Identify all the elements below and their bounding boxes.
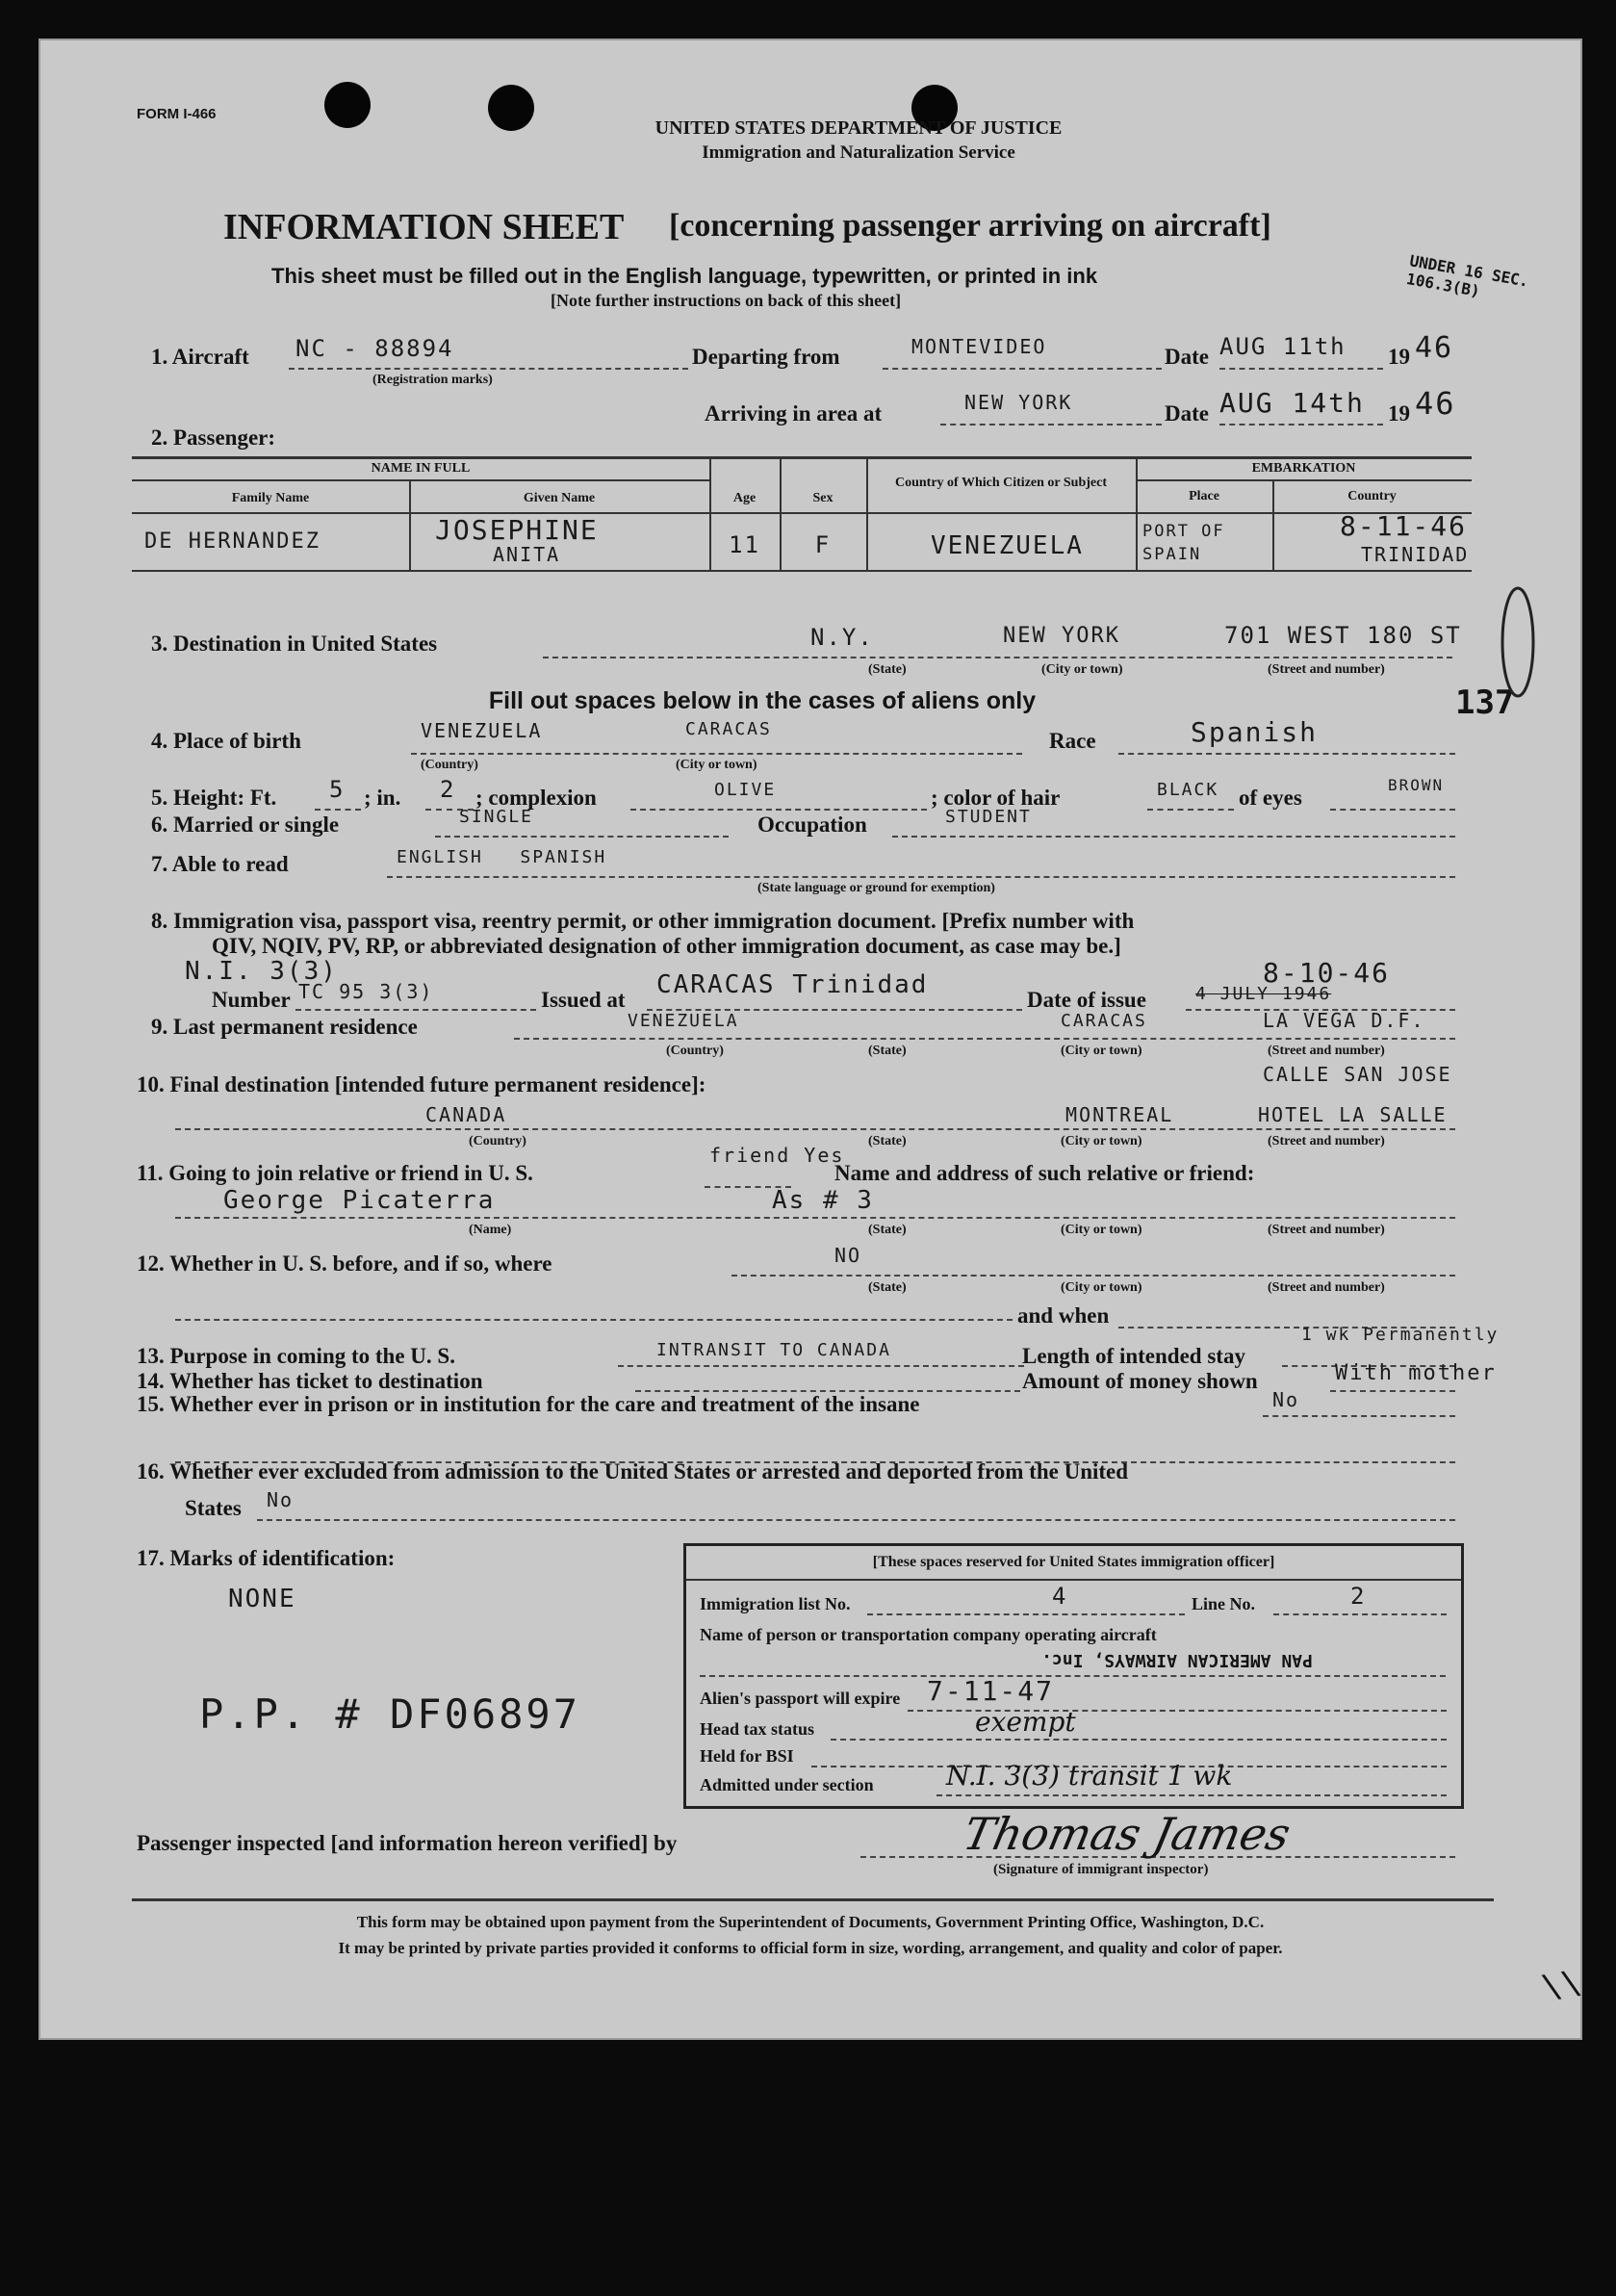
prison-value: No	[1272, 1388, 1300, 1411]
purpose-label: 13. Purpose in coming to the U. S.	[137, 1344, 455, 1368]
marital-label: 6. Married or single	[151, 813, 340, 837]
money-label: Amount of money shown	[1022, 1369, 1258, 1393]
imm-list-label: Immigration list No.	[700, 1594, 851, 1613]
final-street-value: HOTEL LA SALLE	[1258, 1103, 1448, 1126]
registration-caption: (Registration marks)	[372, 373, 493, 387]
last-residence-label: 9. Last permanent residence	[151, 1015, 418, 1039]
city-caption: (City or town)	[1061, 1134, 1142, 1148]
marks-value: NONE	[228, 1585, 296, 1613]
city-caption: (City or town)	[1061, 1223, 1142, 1237]
street-caption: (Street and number)	[1268, 662, 1385, 677]
sex-value: F	[814, 531, 832, 558]
aliens-only-heading: Fill out spaces below in the cases of aliens only	[488, 687, 1037, 714]
height-in-label: ; in.	[364, 786, 401, 810]
arrive-year-label: 19	[1388, 401, 1410, 426]
marks-label: 17. Marks of identification:	[137, 1546, 396, 1570]
last-city-value: CARACAS	[1061, 1011, 1147, 1031]
number-label: Number	[212, 988, 291, 1012]
passenger-label: 2. Passenger:	[151, 426, 276, 450]
given-name-value-1: JOSEPHINE	[435, 514, 599, 546]
race-label: Race	[1049, 729, 1096, 753]
issue-date-value: 8-10-46	[1263, 957, 1391, 989]
occupation-value: STUDENT	[945, 807, 1032, 827]
embark-place-value: PORT OF SPAIN	[1142, 522, 1225, 564]
country-citizen-header: Country of Which Citizen or Subject	[895, 476, 1107, 490]
aircraft-value: NC - 88894	[295, 335, 454, 362]
form-number: FORM I-466	[137, 106, 217, 122]
inspected-label: Passenger inspected [and information hereon verified] by	[137, 1831, 678, 1855]
excluded-value: No	[267, 1488, 295, 1511]
held-bsi-label: Held for BSI	[700, 1746, 794, 1766]
join-value: friend Yes	[709, 1144, 845, 1167]
marital-value: SINGLE	[459, 807, 534, 827]
margin-mark: \\	[1538, 1962, 1585, 2008]
read-caption: (State language or ground for exemption)	[757, 881, 995, 895]
final-country-value: CANADA	[425, 1103, 507, 1126]
destination-label: 3. Destination in United States	[151, 632, 438, 656]
occupation-label: Occupation	[757, 813, 867, 837]
stay-label: Length of intended stay	[1022, 1344, 1245, 1368]
note: [Note further instructions on back of this sheet]	[551, 291, 902, 310]
street-caption: (Street and number)	[1268, 1280, 1385, 1295]
issued-at-label: Issued at	[541, 988, 626, 1012]
arrive-year-value: 46	[1415, 385, 1456, 422]
hair-label: ; color of hair	[931, 786, 1061, 810]
country-caption: (Country)	[421, 758, 478, 772]
city-caption: (City or town)	[1061, 1280, 1142, 1295]
street-caption: (Street and number)	[1268, 1134, 1385, 1148]
dest-street-value: 701 WEST 180 ST	[1224, 622, 1462, 649]
country-caption: (Country)	[469, 1134, 526, 1148]
aircraft-label: 1. Aircraft	[151, 345, 249, 369]
city-caption: (City or town)	[1061, 1044, 1142, 1058]
birth-country-value: VENEZUELA	[421, 719, 543, 742]
family-name-value: DE HERNANDEZ	[144, 529, 321, 554]
friend-address-value: As # 3	[772, 1186, 874, 1215]
name-caption: (Name)	[469, 1223, 512, 1237]
before-label: 12. Whether in U. S. before, and if so, where	[137, 1251, 552, 1276]
excluded-label-2: States	[185, 1496, 242, 1520]
final-street-above-value: CALLE SAN JOSE	[1263, 1063, 1452, 1086]
country-header: Country	[1347, 489, 1397, 503]
operator-value: PAN AMERICAN AIRWAYS, Inc.	[1041, 1650, 1313, 1670]
officer-box	[683, 1543, 1464, 1809]
family-name-header: Family Name	[231, 491, 310, 505]
eyes-value: BROWN	[1388, 776, 1445, 794]
country-caption: (Country)	[666, 1044, 724, 1058]
circle-mark	[1484, 580, 1552, 705]
height-ft-value: 5	[329, 776, 346, 803]
friend-name-value: George Picaterra	[223, 1186, 496, 1215]
state-caption: (State)	[868, 1044, 907, 1058]
given-name-value-2: ANITA	[493, 543, 561, 566]
last-country-value: VENEZUELA	[628, 1011, 739, 1031]
punch-hole	[324, 82, 371, 128]
read-value: ENGLISH SPANISH	[397, 847, 607, 867]
complexion-label: ; complexion	[475, 786, 597, 810]
issued-at-value: CARACAS Trinidad	[656, 970, 929, 999]
signature-caption: (Signature of immigrant inspector)	[993, 1862, 1209, 1877]
friend-address-label: Name and address of such relative or friend:	[834, 1161, 1255, 1185]
depart-date-value: AUG 11th	[1219, 333, 1347, 360]
arriving-value: NEW YORK	[964, 391, 1073, 414]
join-label: 11. Going to join relative or friend in U. S.	[137, 1161, 533, 1185]
footer-line-1: This form may be obtained upon payment from the Superintendent of Documents, Government Printing Office, Washington, D.C.	[356, 1913, 1265, 1931]
passport-expire-value: 7-11-47	[927, 1675, 1055, 1707]
section-stamp: UNDER 16 SEC. 106.3(B)	[1404, 251, 1530, 301]
height-label: 5. Height: Ft.	[151, 786, 277, 810]
final-destination-label: 10. Final destination [intended future permanent residence]:	[137, 1072, 706, 1096]
state-caption: (State)	[868, 1134, 907, 1148]
visa-label-2: QIV, NQIV, PV, RP, or abbreviated designation of other immigration document, as case may be.]	[212, 934, 1121, 958]
city-caption: (City or town)	[676, 758, 757, 772]
visa-number-value: TC 95 3(3)	[298, 980, 434, 1003]
ticket-label: 14. Whether has ticket to destination	[137, 1369, 483, 1393]
birth-city-value: CARACAS	[685, 719, 772, 739]
head-tax-label: Head tax status	[700, 1719, 815, 1739]
money-value: With mother	[1335, 1361, 1497, 1385]
prison-label: 15. Whether ever in prison or in institution for the care and treatment of the insane	[137, 1392, 920, 1416]
admitted-value: N.I. 3(3) transit 1 wk	[946, 1760, 1233, 1792]
place-header: Place	[1189, 489, 1219, 503]
purpose-value: INTRANSIT TO CANADA	[656, 1340, 891, 1360]
issue-date-old-value: 4 JULY 1946	[1195, 984, 1332, 1004]
head-tax-value: exempt	[975, 1706, 1076, 1738]
line-no-label: Line No.	[1192, 1594, 1256, 1613]
final-city-value: MONTREAL	[1065, 1103, 1174, 1126]
visa-prefix-value: N.I. 3(3)	[185, 957, 338, 986]
given-name-header: Given Name	[523, 491, 596, 505]
race-value: Spanish	[1191, 716, 1319, 748]
issue-date-label: Date of issue	[1027, 988, 1146, 1012]
embarkation-header: EMBARKATION	[1251, 461, 1356, 476]
arrive-date-label: Date	[1165, 401, 1209, 426]
instruction: This sheet must be filled out in the English language, typewritten, or printed in ink	[271, 264, 1098, 288]
eyes-label: of eyes	[1239, 786, 1302, 810]
dest-state-value: N.Y.	[810, 624, 874, 651]
birthplace-label: 4. Place of birth	[151, 729, 301, 753]
arrive-date-value: AUG 14th	[1219, 387, 1365, 419]
street-caption: (Street and number)	[1268, 1044, 1385, 1058]
last-street-value: LA VEGA D.F.	[1263, 1009, 1425, 1032]
depart-date-label: Date	[1165, 345, 1209, 369]
age-header: Age	[732, 491, 757, 505]
list-number: 137	[1455, 684, 1515, 722]
footer-line-2: It may be printed by private parties provided it conforms to official form in size, wording, arrangement, and quality and color of paper.	[338, 1939, 1283, 1957]
passport-expire-label: Alien's passport will expire	[700, 1689, 901, 1708]
admitted-label: Admitted under section	[700, 1775, 874, 1794]
visa-label-1: 8. Immigration visa, passport visa, reentry permit, or other immigration document. [Prefix number with	[151, 909, 1135, 933]
and-when-label: and when	[1017, 1303, 1110, 1328]
operator-label: Name of person or transportation company operating aircraft	[700, 1625, 1157, 1644]
name-in-full-header: NAME IN FULL	[371, 461, 471, 476]
excluded-label-1: 16. Whether ever excluded from admission to the United States or arrested and deported from the United	[137, 1459, 1129, 1483]
embark-country-value: TRINIDAD	[1361, 543, 1470, 566]
imm-list-value: 4	[1052, 1583, 1068, 1610]
state-caption: (State)	[868, 1280, 907, 1295]
sex-header: Sex	[812, 491, 834, 505]
line-no-value: 2	[1350, 1583, 1367, 1610]
page-title: INFORMATION SHEET	[223, 207, 625, 247]
dest-city-value: NEW YORK	[1003, 624, 1120, 648]
hair-value: BLACK	[1157, 780, 1219, 800]
city-caption: (City or town)	[1041, 662, 1123, 677]
street-caption: (Street and number)	[1268, 1223, 1385, 1237]
before-value: NO	[834, 1244, 862, 1267]
read-label: 7. Able to read	[151, 852, 289, 876]
departing-label: Departing from	[692, 345, 840, 369]
state-caption: (State)	[868, 1223, 907, 1237]
arriving-label: Arriving in area at	[705, 401, 883, 426]
page-subtitle: [concerning passenger arriving on aircraft]	[669, 208, 1271, 244]
stay-value: 1 wk Permanently	[1301, 1325, 1500, 1345]
citizen-value: VENEZUELA	[931, 531, 1084, 560]
service: Immigration and Naturalization Service	[702, 142, 1015, 163]
state-caption: (State)	[868, 662, 907, 677]
embark-date-value: 8-11-46	[1340, 510, 1468, 542]
complexion-value: OLIVE	[714, 780, 777, 800]
passport-number-value: P.P. # DF06897	[199, 1690, 581, 1738]
departing-value: MONTEVIDEO	[911, 335, 1047, 358]
officer-box-heading: [These spaces reserved for United States immigration officer]	[872, 1554, 1275, 1570]
document-page	[38, 39, 1585, 2040]
depart-year-label: 19	[1388, 345, 1410, 369]
height-in-value: 2	[440, 776, 456, 803]
depart-year-value: 46	[1415, 331, 1454, 365]
inspector-signature: Thomas James	[959, 1808, 1295, 1860]
department: UNITED STATES DEPARTMENT OF JUSTICE	[654, 117, 1063, 139]
age-value: 11	[729, 531, 760, 558]
